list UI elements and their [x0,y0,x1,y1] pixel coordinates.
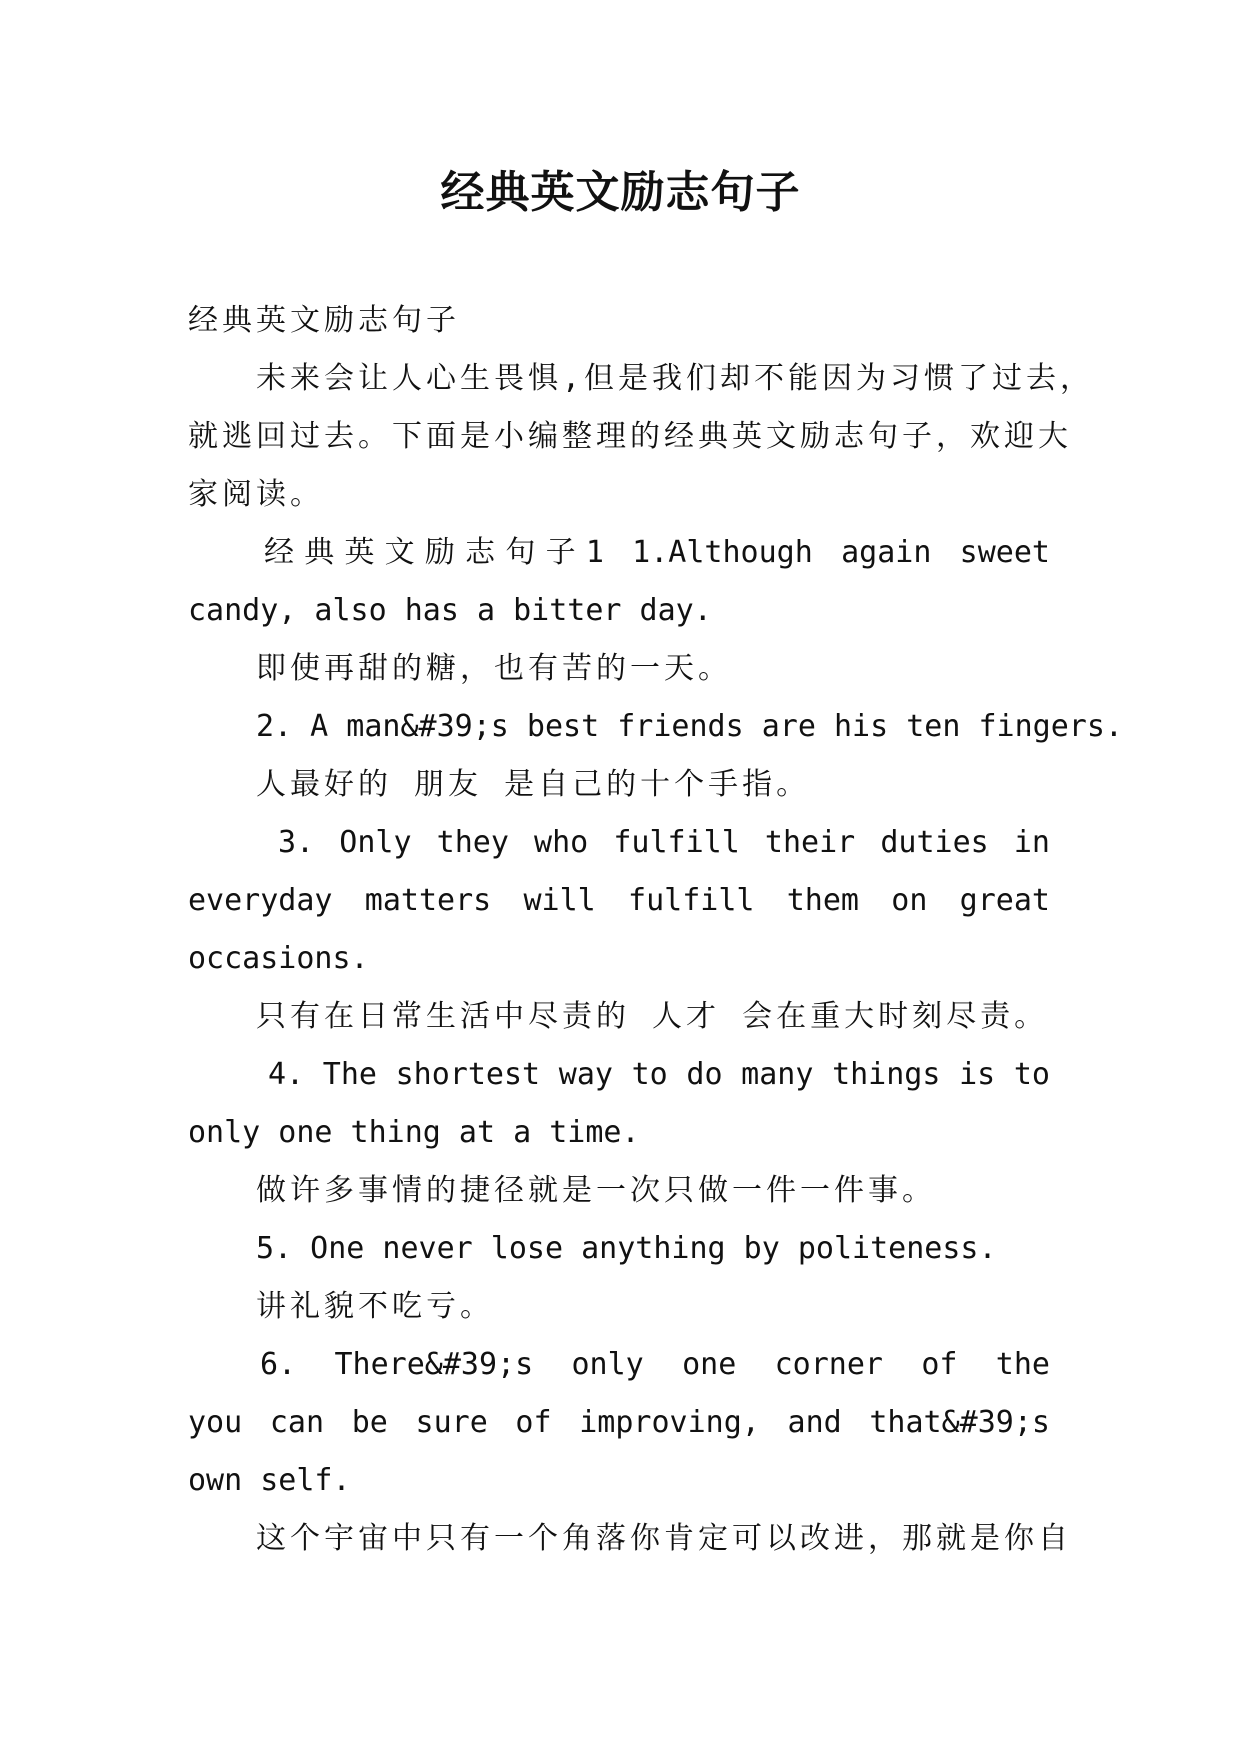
section-heading-line: 经典英文励志句子1 1.Although again sweet [264,535,1050,570]
quote-3-zh: 只有在日常生活中尽责的 人才 会在重大时刻尽责。 [256,999,1049,1034]
quote-3-en-line-2: everyday matters will fulfill them on great [188,883,1050,918]
quote-4-en-line-1: 4. The shortest way to do many things is to [268,1057,1050,1092]
quote-2-zh: 人最好的 朋友 是自己的十个手指。 [256,767,811,802]
quote-1-en-cont: candy, also has a bitter day. [188,593,712,628]
quote-3-en-line-3: occasions. [188,941,369,976]
quote-2-en: 2. A man&#39;s best friends are his ten fingers. [256,709,1123,744]
quote-4-en-line-2: only one thing at a time. [188,1115,640,1150]
quote-5-en: 5. One never lose anything by politeness. [256,1231,997,1266]
quote-6-zh: 这个宇宙中只有一个角落你肯定可以改进，那就是你自 [256,1521,1072,1556]
quote-3-en-line-1: 3. Only they who fulfill their duties in [278,825,1050,860]
quote-5-zh: 讲礼貌不吃亏。 [256,1289,494,1324]
quote-6-en-line-2: you can be sure of improving, and that&#39;s [188,1405,1050,1440]
document-body [188,292,1123,1568]
subtitle-line: 经典英文励志句子 [188,303,460,338]
intro-line-1: 未来会让人心生畏惧,但是我们却不能因为习惯了过去， [256,361,1095,396]
quote-6-en-line-1: 6. There&#39;s only one corner of the [260,1347,1050,1382]
intro-line-2: 就逃回过去。下面是小编整理的经典英文励志句子，欢迎大 [188,419,1072,454]
quote-6-en-line-3: own self. [188,1463,351,1498]
document-title: 经典英文励志句子 [440,167,801,218]
intro-line-3: 家阅读。 [188,477,324,512]
quote-1-zh: 即使再甜的糖，也有苦的一天。 [256,651,732,686]
quote-4-zh: 做许多事情的捷径就是一次只做一件一件事。 [256,1173,936,1208]
